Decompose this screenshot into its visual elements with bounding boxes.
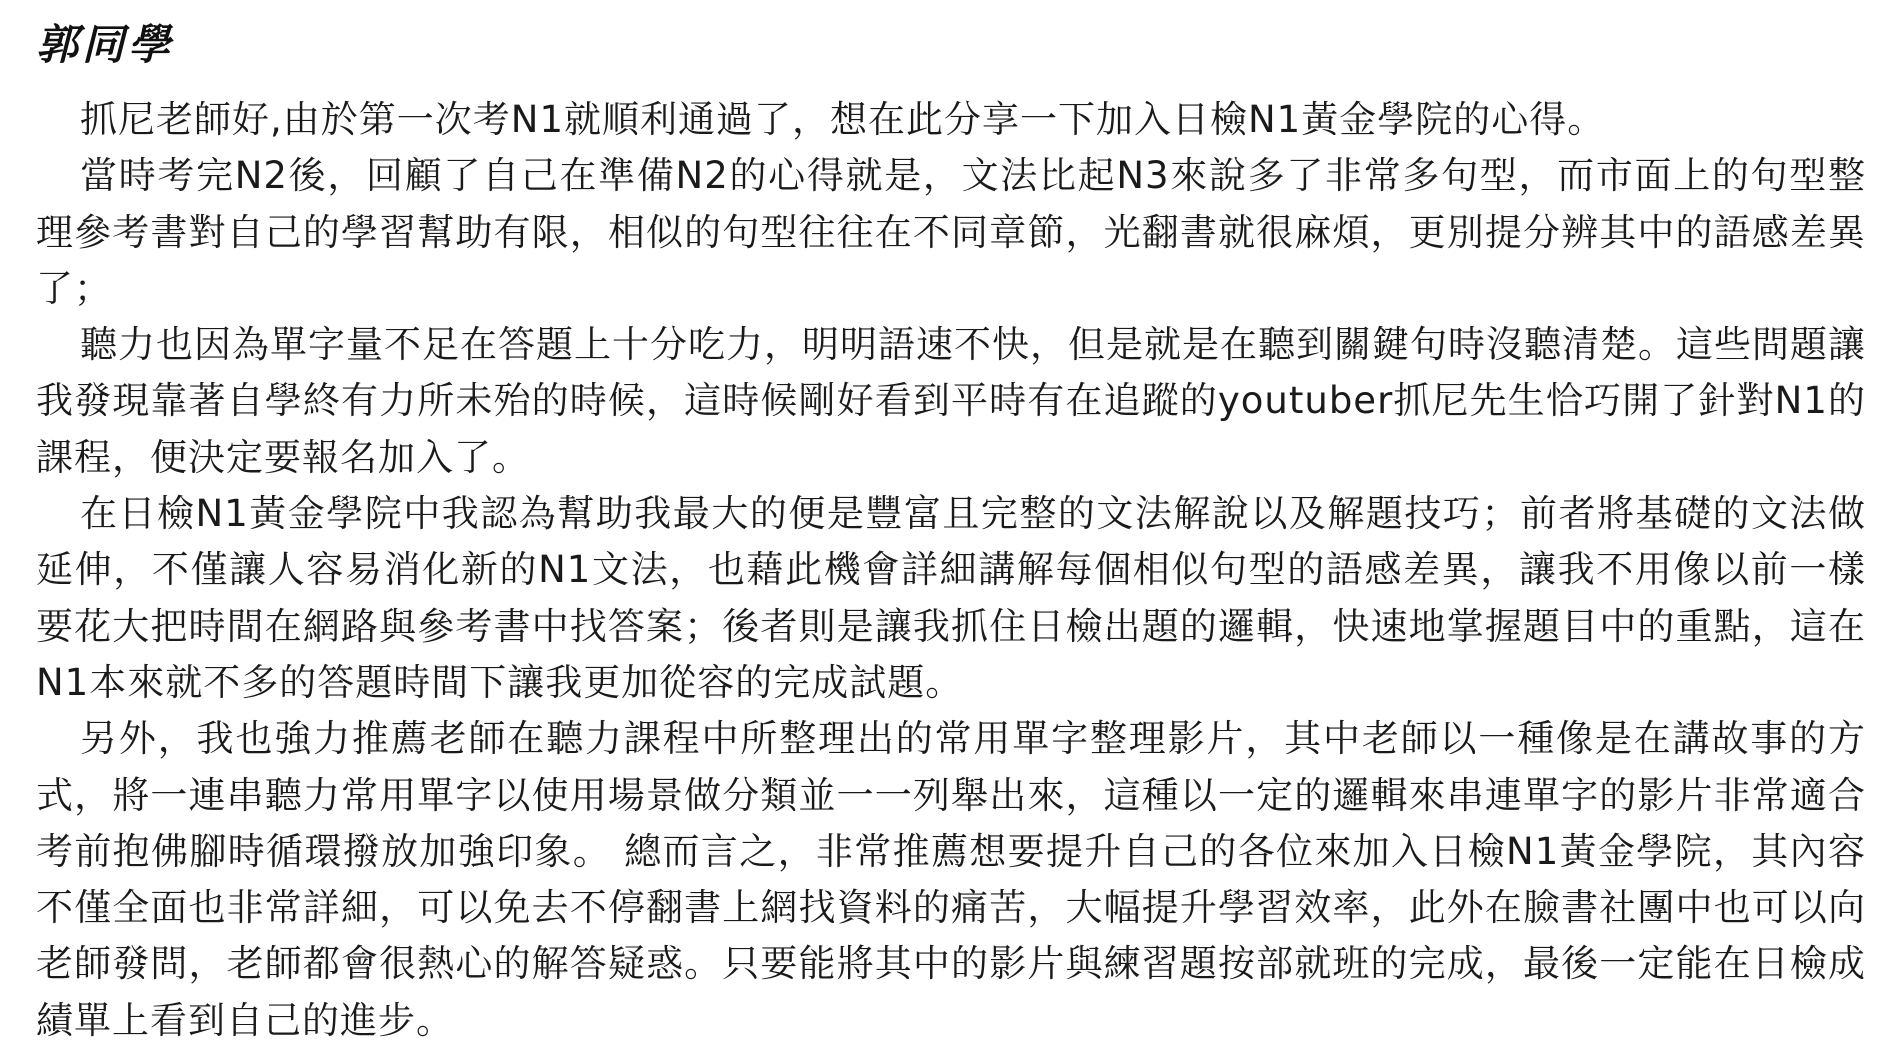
paragraph-recommendation: 另外，我也強力推薦老師在聽力課程中所整理出的常用單字整理影片，其中老師以一種像是在講故事的方式，將一連串聽力常用單字以使用場景做分類並一一列舉出來，這種以一定的邏輯來串連單字的影片非常適合考前抱佛腳時循環撥放加強印象。 總而言之，非常推薦想要提升自己的各位來加入日檢N1黃金學院，其內容不僅全面也非常詳細，可以免去不停翻書上網找資料的痛苦，大幅提升學習效率，此外在臉書社團中也可以向老師發問，老師都會很熱心的解答疑惑。只要能將其中的影片與練習題按部就班的完成，最後一定能在日檢成績單上看到自己的進步。 xyxy=(36,717,1866,1042)
testimonial-document xyxy=(36,14,1866,1049)
paragraph-intro: 抓尼老師好,由於第一次考N1就順利通過了，想在此分享一下加入日檢N1黃金學院的心得。 xyxy=(80,98,1606,141)
author-name-heading: 郭同學 xyxy=(36,20,175,69)
paragraph-course-benefits: 在日檢N1黃金學院中我認為幫助我最大的便是豐富且完整的文法解說以及解題技巧；前者將基礎的文法做延伸，不僅讓人容易消化新的N1文法，也藉此機會詳細講解每個相似句型的語感差異，讓我不用像以前一樣要花大把時間在網路與參考書中找答案；後者則是讓我抓住日檢出題的邏輯，快速地掌握題目中的重點，這在N1本來就不多的答題時間下讓我更加從容的完成試題。 xyxy=(36,492,1866,704)
paragraph-listening-difficulty: 聽力也因為單字量不足在答題上十分吃力，明明語速不快，但是就是在聽到關鍵句時沒聽清楚。這些問題讓我發現靠著自學終有力所未殆的時候，這時候剛好看到平時有在追蹤的youtuber抓尼先生恰巧開了針對N1的課程，便決定要報名加入了。 xyxy=(36,323,1866,479)
paragraph-grammar-difficulty: 當時考完N2後，回顧了自己在準備N2的心得就是，文法比起N3來說多了非常多句型，而市面上的句型整理參考書對自己的學習幫助有限，相似的句型往往在不同章節，光翻書就很麻煩，更別提分辨其中的語感差異了； xyxy=(36,154,1866,310)
testimonial-body xyxy=(36,92,1866,1049)
